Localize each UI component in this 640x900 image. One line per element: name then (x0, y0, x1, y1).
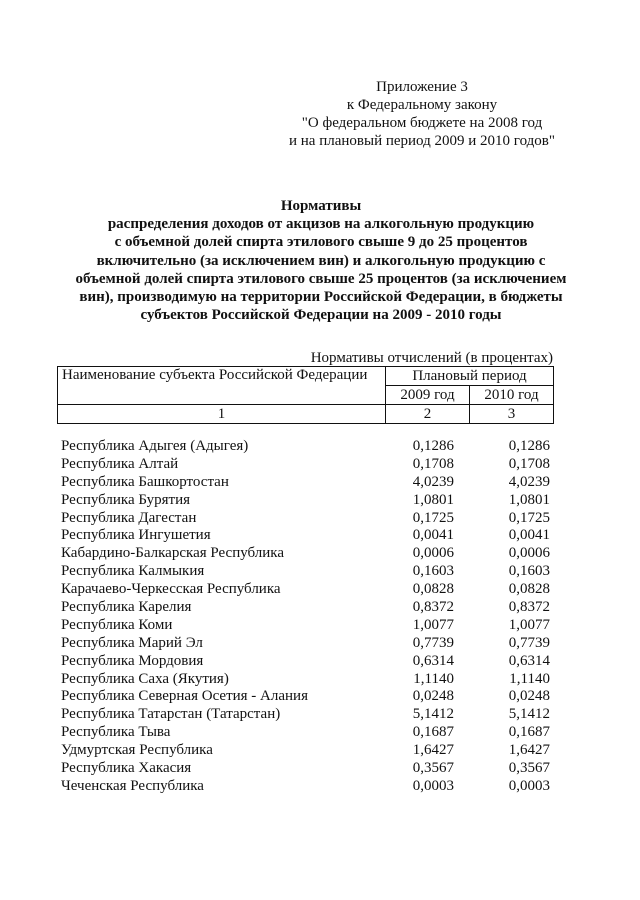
subject-name: Республика Северная Осетия - Алания (61, 688, 308, 705)
appendix-law-title: "О федеральном бюджете на 2008 год (301, 115, 543, 131)
subject-name: Республика Татарстан (Татарстан) (61, 706, 281, 723)
subject-name: Удмуртская Республика (61, 742, 213, 759)
subject-name: Республика Марий Эл (61, 634, 203, 651)
rate-2009: 1,1140 (413, 670, 454, 687)
appendix-law-period: и на плановый период 2009 и 2010 годов" (289, 133, 555, 149)
table-row (61, 760, 561, 778)
table-body (61, 438, 561, 796)
subject-name: Республика Тыва (61, 724, 171, 741)
rate-2009: 0,8372 (412, 599, 454, 616)
rate-2010: 0,1286 (508, 438, 550, 454)
rate-2010: 4,0239 (508, 473, 550, 490)
header-year-2009: 2009 год (386, 386, 470, 405)
rate-2009: 0,1603 (412, 563, 454, 580)
table-row (61, 527, 561, 545)
title-line-2: распределения доходов от акцизов на алкогольную продукцию (107, 216, 535, 233)
table-row (61, 474, 561, 492)
rate-2010: 0,0006 (508, 545, 550, 562)
rate-2010: 0,1687 (508, 724, 550, 741)
rate-2009: 0,6314 (412, 652, 454, 669)
rate-2009: 1,0801 (412, 491, 454, 508)
table-row (61, 688, 561, 706)
rate-2010: 0,1708 (508, 455, 550, 472)
rate-2010: 1,0077 (508, 616, 550, 633)
title-line-1: Нормативы (280, 198, 362, 214)
header-col-1: 1 (58, 405, 386, 424)
header-planning-period: Плановый период (386, 367, 554, 386)
rate-2010: 1,0801 (508, 491, 550, 508)
table-row (61, 545, 561, 563)
rate-2009: 0,1725 (412, 509, 454, 526)
title-line-6: вин), производимую на территории Российской Федерации, в бюджеты (79, 289, 563, 306)
rate-2010: 0,0248 (508, 688, 550, 705)
rate-2009: 0,0003 (412, 777, 454, 794)
rate-2009: 0,1687 (412, 724, 454, 741)
table-row (61, 778, 561, 796)
rate-2009: 1,0077 (412, 616, 454, 633)
title-line-7: субъектов Российской Федерации на 2009 - 2010 годы (140, 307, 502, 324)
rate-2009: 0,0006 (412, 545, 454, 562)
header-col-2: 2 (386, 405, 470, 424)
subject-name: Республика Мордовия (61, 652, 204, 669)
table-row (61, 599, 561, 617)
unit-note: Нормативы отчислений (в процентах) (310, 350, 553, 366)
table-row (61, 742, 561, 760)
title-line-3: с объемной долей спирта этилового свыше 9 до 25 процентов (114, 234, 528, 251)
table-header (57, 366, 554, 424)
table-row (61, 724, 561, 742)
rate-2010: 0,6314 (508, 652, 550, 669)
subject-name: Чеченская Республика (61, 777, 204, 794)
subject-name: Республика Ингушетия (61, 527, 211, 544)
title-line-5: объемной долей спирта этилового свыше 25 процентов (за исключением (75, 270, 567, 287)
title-line-4: включительно (за исключением вин) и алкогольную продукцию с (96, 252, 546, 269)
subject-name: Республика Дагестан (61, 509, 197, 526)
rate-2009: 0,0041 (412, 527, 454, 544)
table-row (61, 438, 561, 456)
rate-2009: 0,1708 (412, 455, 454, 472)
table-row (61, 617, 561, 635)
rate-2010: 0,0003 (508, 777, 550, 794)
subject-name: Республика Хакасия (61, 760, 192, 777)
table-row (61, 635, 561, 653)
rate-2009: 0,1286 (412, 438, 454, 454)
subject-name: Республика Башкортостан (61, 473, 229, 490)
rate-2009: 1,6427 (412, 742, 454, 759)
header-col-3: 3 (470, 405, 554, 424)
rate-2010: 0,8372 (508, 599, 550, 616)
rate-2010: 0,0041 (508, 527, 550, 544)
rate-2010: 0,1725 (508, 509, 550, 526)
subject-name: Республика Адыгея (Адыгея) (61, 438, 249, 454)
rate-2009: 5,1412 (412, 706, 454, 723)
table-row (61, 456, 561, 474)
rate-2010: 0,0828 (508, 581, 550, 598)
subject-name: Республика Алтай (61, 455, 179, 472)
rate-2010: 0,7739 (508, 634, 550, 651)
rate-2009: 0,3567 (412, 760, 454, 777)
rate-2010: 0,1603 (508, 563, 550, 580)
document-title (40, 197, 602, 324)
appendix-number: Приложение 3 (376, 79, 468, 95)
subject-name: Кабардино-Балкарская Республика (61, 545, 285, 562)
rate-2009: 4,0239 (412, 473, 454, 490)
header-year-2010: 2010 год (470, 386, 554, 405)
table-row (61, 510, 561, 528)
table-row (61, 706, 561, 724)
table-row (61, 563, 561, 581)
rate-2009: 0,0248 (412, 688, 454, 705)
table-row (61, 492, 561, 510)
rate-2010: 0,3567 (508, 760, 550, 777)
appendix-heading (282, 78, 562, 150)
subject-name: Карачаево-Черкесская Республика (61, 581, 281, 598)
header-subject-name: Наименование субъекта Российской Федерации (58, 367, 386, 405)
subject-name: Республика Карелия (61, 599, 192, 616)
rate-2010: 1,6427 (508, 742, 550, 759)
appendix-law-ref: к Федеральному закону (346, 97, 498, 113)
subject-name: Республика Коми (61, 616, 173, 633)
subject-name: Республика Саха (Якутия) (61, 670, 229, 687)
rate-2010: 1,1140 (509, 670, 550, 687)
subject-name: Республика Калмыкия (61, 563, 205, 580)
rate-2010: 5,1412 (508, 706, 550, 723)
table-row (61, 581, 561, 599)
table-row (61, 653, 561, 671)
table-row (61, 671, 561, 689)
rate-2009: 0,0828 (412, 581, 454, 598)
rate-2009: 0,7739 (412, 634, 454, 651)
subject-name: Республика Бурятия (61, 491, 191, 508)
